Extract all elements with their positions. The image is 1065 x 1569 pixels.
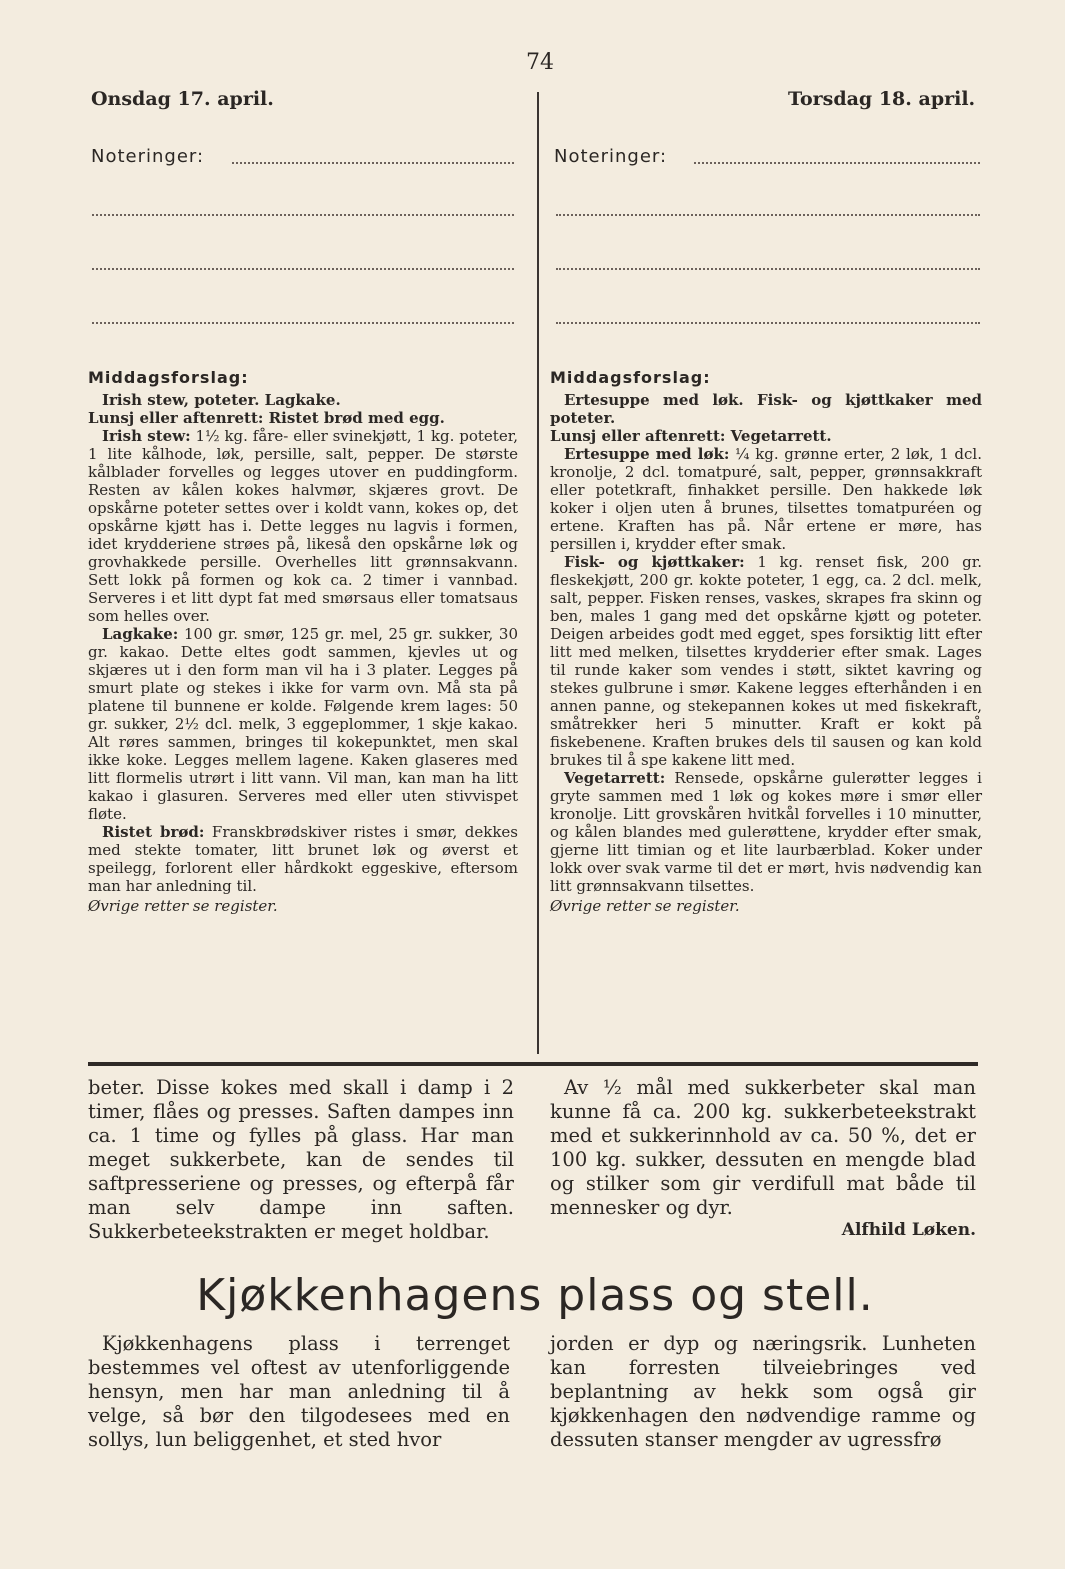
notes-line	[556, 214, 980, 216]
notes-line	[556, 268, 980, 270]
recipe-lagkake	[88, 625, 518, 823]
notes-label-right: Noteringer:	[554, 146, 668, 167]
other-dishes-note: Øvrige retter se register.	[550, 897, 740, 915]
recipe-text: 100 gr. smør, 125 gr. mel, 25 gr. sukker, 30 gr. kakao. Dette eltes godt sammen, kjevles ut og skjæres ut i den form man vil ha i 3 plater. Legges på smurt plate og stekes i ikke for varm ovn. Må sta på platene til bunnene er kolde. Følgende krem lages: 50 gr. sukker, 2½ dcl. melk, 3 eggeplommer, 1 skje kakao. Alt røres sammen, bringes til kokepunktet, men skal ikke koke. Legges mellem lagene. Kaken glaseres med litt flormelis utrørt i litt vann. Vil man, kan man ha litt kakao i glasuren. Serveres med eller uten stivvispet fløte.	[88, 625, 518, 823]
horizontal-rule	[88, 1062, 978, 1066]
recipe-text: Franskbrødskiver ristes i smør, dekkes med stekte tomater, litt brunet løk og øverst et speilegg, forlorent eller hårdkokt eggeskive, eftersom man har anledning til.	[88, 823, 518, 895]
lunch-line: Lunsj eller aftenrett: Ristet brød med egg.	[88, 409, 445, 427]
dinner-heading: Middagsforslag:	[88, 368, 249, 387]
menu-line: Ertesuppe med løk. Fisk- og kjøttkaker med poteter.	[550, 391, 982, 427]
recipe-irish-stew	[88, 427, 518, 625]
recipe-ristet-brod	[88, 823, 518, 895]
notes-line	[694, 162, 980, 164]
notes-line	[92, 322, 514, 324]
recipe-title: Lagkake:	[102, 625, 179, 643]
recipe-fiskekaker	[550, 553, 982, 769]
article-headline: Kjøkkenhagens plass og stell.	[196, 1270, 874, 1321]
author-signature: Alfhild Løken.	[841, 1220, 976, 1240]
recipe-ertesuppe	[550, 445, 982, 553]
notes-line	[92, 214, 514, 216]
article-continuation-text: Av ½ mål med sukkerbeter skal man kunne få ca. 200 kg. sukkerbeteekstrakt med et sukkerinnhold av ca. 50 %, det er 100 kg. sukker, dessuten en mengde blad og stilker som gir verdifull mat både til mennesker og dyr.	[550, 1076, 976, 1219]
menu-line: Irish stew, poteter. Lagkake.	[102, 391, 341, 409]
page-number: 74	[526, 50, 554, 75]
recipe-text: 1½ kg. fåre- eller svinekjøtt, 1 kg. poteter, 1 lite kålhode, løk, persille, salt, pepper. De største kålblader forvelles og legges utover en puddingform. Resten av kålen kokes halvmør, skjæres grovt. De opskårne poteter settes over i koldt vann, kokes op, det opskårne kjøtt has i. Dette legges nu lagvis i formen, idet krydderiene strøes på, likeså den opskårne løk og grovhakkede persille. Overhelles litt grønnsakvann. Sett lokk på formen og kok ca. 2 timer i vannbad. Serveres i et litt dypt fat med smørsaus eller tomatsaus som helles over.	[88, 427, 518, 625]
recipe-vegetarrett	[550, 769, 982, 895]
recipe-title: Ertesuppe med løk:	[564, 445, 730, 463]
recipes-wednesday	[88, 369, 518, 915]
recipe-text: ¼ kg. grønne erter, 2 løk, 1 dcl. kronolje, 2 dcl. tomatpuré, salt, pepper, grønnsakkraft eller potetkraft, finhakket persille. Den hakkede løk koker i oljen uten å brunes, tilsettes tomatpuréen og ertene. Kraften has på. Når ertene er møre, has persillen i, krydder efter smak.	[550, 445, 982, 553]
notes-line	[556, 322, 980, 324]
article-body-left: Kjøkkenhagens plass i terrenget bestemmes vel oftest av utenforliggende hensyn, men har man anledning til å velge, så bør den tilgodesees med en sollys, lun beliggenhet, et sted hvor	[88, 1332, 510, 1451]
recipe-text: Rensede, opskårne gulerøtter legges i gryte sammen med 1 løk og kokes møre i smør eller kronolje. Litt grovskåren hvitkål forvelles i 10 minutter, og kålen blandes med gulerøttene, krydder efter smak, gjerne litt timian og et lite laurbærblad. Koker under lokk over svak varme til det er mørt, hvis nødvendig kan litt grønnsakvann tilsettes.	[550, 769, 982, 895]
other-dishes-note: Øvrige retter se register.	[88, 897, 278, 915]
recipe-title: Ristet brød:	[102, 823, 205, 841]
article-body-right: jorden er dyp og næringsrik. Lunheten kan forresten tilveiebringes ved beplantning av hekk som også gir kjøkkenhagen den nødvendige ramme og dessuten stanser mengder av ugressfrø	[550, 1332, 976, 1451]
recipe-title: Fisk- og kjøttkaker:	[564, 553, 745, 571]
recipe-title: Irish stew:	[102, 427, 191, 445]
recipe-text: 1 kg. renset fisk, 200 gr. fleskekjøtt, 200 gr. kokte poteter, 1 egg, ca. 2 dcl. melk, salt, pepper. Fisken renses, vaskes, skrapes fra skinn og ben, males 1 gang med det opskårne kjøtt og poteter. Deigen arbeides godt med egget, spes forsiktig litt efter litt med melken, tilsettes krydderier efter smak. Lages til runde kaker som vendes i støtt, siktet kavring og stekes gulbrune i smør. Kakene legges efterhånden i en annen panne, og stekepannen kokes ut med fiskekraft, småtrekker heri 5 minutter. Kraft er kokt på fiskebenene. Kraften brukes dels til sausen og kan kold brukes til å spe kakene litt med.	[550, 553, 982, 769]
notes-label-left: Noteringer:	[91, 146, 205, 167]
column-divider	[537, 92, 539, 1054]
recipe-title: Vegetarrett:	[564, 769, 666, 787]
dinner-heading: Middagsforslag:	[550, 368, 711, 387]
notes-line	[232, 162, 514, 164]
date-thursday: Torsdag 18. april.	[788, 88, 976, 110]
lunch-line: Lunsj eller aftenrett: Vegetarrett.	[550, 427, 832, 445]
date-wednesday: Onsdag 17. april.	[91, 88, 274, 110]
recipes-thursday	[550, 369, 982, 915]
notes-line	[92, 268, 514, 270]
article-continuation-right	[550, 1076, 976, 1240]
article-continuation-left: beter. Disse kokes med skall i damp i 2 timer, flåes og presses. Saften dampes inn ca. 1 time og fylles på glass. Har man meget sukkerbete, kan de sendes til saftpresseriene og presses, og efterpå får man selv dampe inn saften. Sukkerbeteekstrakten er meget holdbar.	[88, 1076, 514, 1243]
